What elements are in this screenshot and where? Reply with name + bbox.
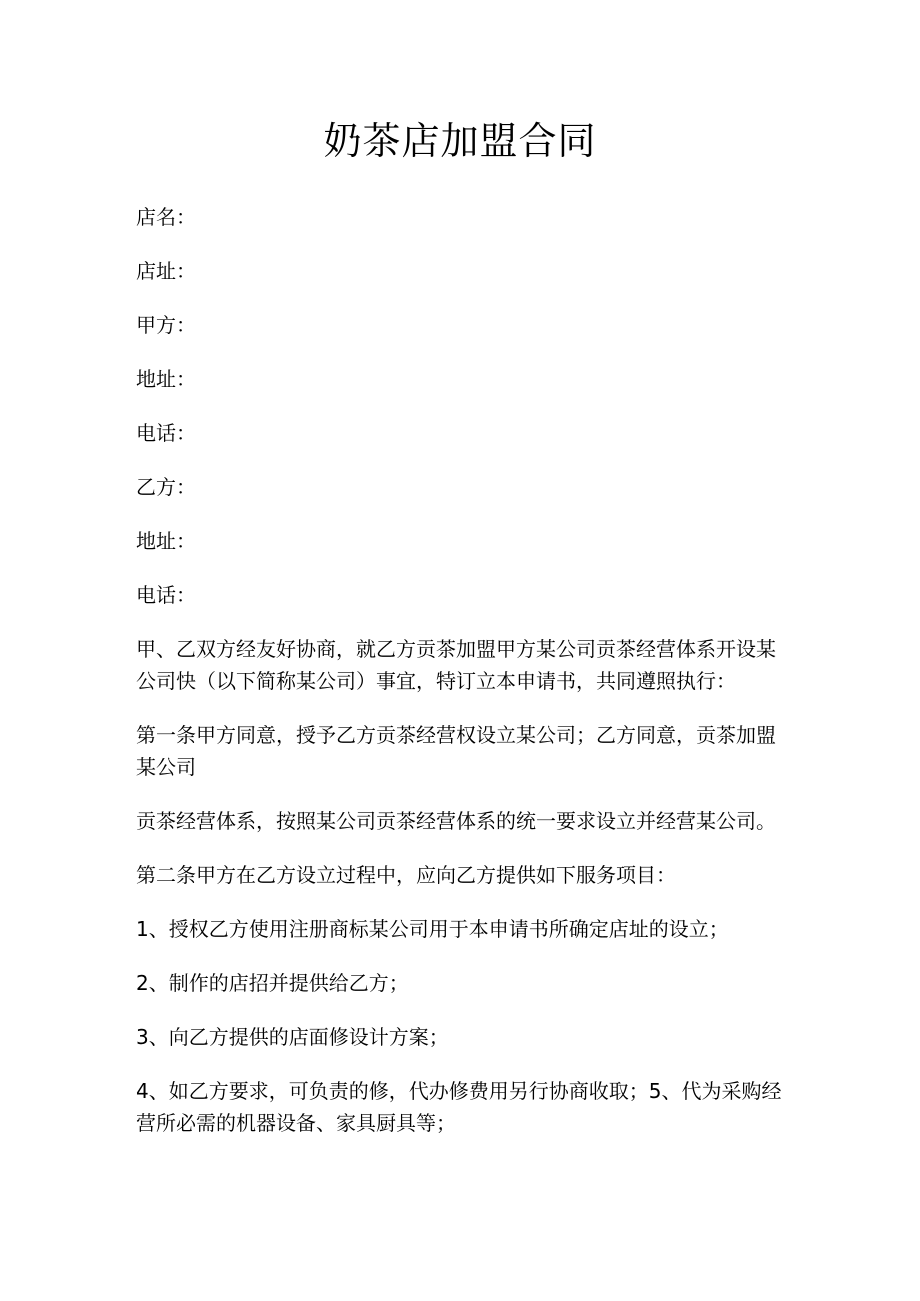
field-party-a-phone: 电话： (136, 421, 196, 445)
paragraph-line: 第二条甲方在乙方设立过程中，应向乙方提供如下服务项目： (136, 863, 676, 887)
paragraph-line: 营所必需的机器设备、家具厨具等； (136, 1111, 456, 1135)
document-body (136, 201, 786, 1161)
paragraph-article-2 (136, 859, 786, 891)
list-item-3 (136, 1021, 786, 1053)
paragraph-line: 贡茶经营体系，按照某公司贡茶经营体系的统一要求设立并经营某公司。 (136, 809, 776, 833)
list-item-4-5 (136, 1075, 786, 1139)
field-party-b: 乙方： (136, 475, 196, 499)
paragraph-line: 1、授权乙方使用注册商标某公司用于本申请书所确定店址的设立； (136, 917, 729, 941)
paragraph-line: 4、如乙方要求，可负责的修，代办修费用另行协商收取；5、代为采购经 (136, 1079, 782, 1103)
field-party-a: 甲方： (136, 313, 196, 337)
document-title: 奶茶店加盟合同 (323, 119, 597, 163)
field-party-a-address: 地址： (136, 367, 196, 391)
paragraph-line: 公司快（以下简称某公司）事宜，特订立本申请书，共同遵照执行： (136, 669, 736, 693)
paragraph-article-1 (136, 719, 786, 783)
list-item-2 (136, 967, 786, 999)
paragraph-line: 2、制作的店招并提供给乙方； (136, 971, 409, 995)
paragraph-article-1-continued (136, 805, 786, 837)
field-party-b-phone: 电话： (136, 583, 196, 607)
list-item-1 (136, 913, 786, 945)
field-store-address: 店址： (136, 259, 196, 283)
field-party-b-address: 地址： (136, 529, 196, 553)
paragraph-line: 甲、乙双方经友好协商，就乙方贡茶加盟甲方某公司贡茶经营体系开设某 (136, 637, 776, 661)
paragraph-preamble (136, 633, 786, 697)
field-store-name: 店名： (136, 205, 196, 229)
paragraph-line: 第一条甲方同意，授予乙方贡茶经营权设立某公司；乙方同意，贡茶加盟 (136, 723, 776, 747)
paragraph-line: 某公司 (136, 755, 196, 779)
paragraph-line: 3、向乙方提供的店面修设计方案； (136, 1025, 449, 1049)
